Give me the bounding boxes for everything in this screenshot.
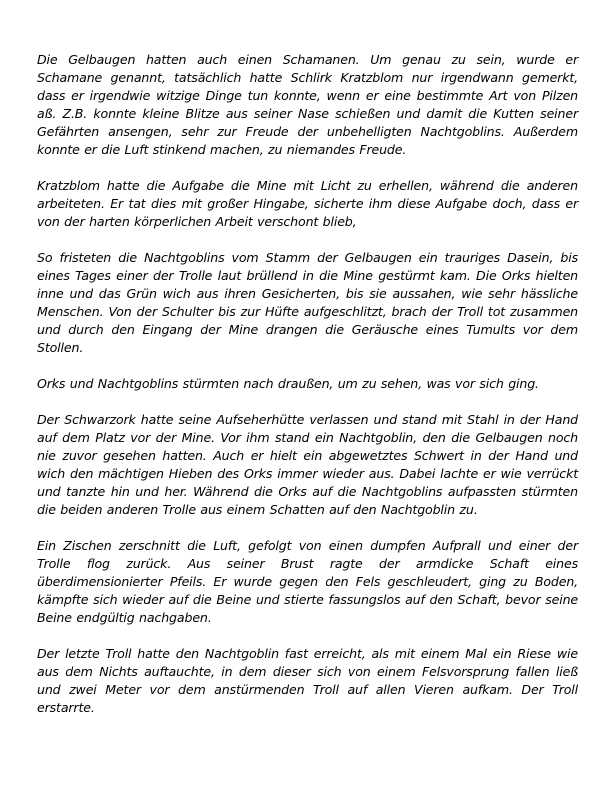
paragraph-3: So fristeten die Nachtgoblins vom Stamm der Gelbaugen ein trauriges Dasein, bis eines Tages einer der Trolle laut brüllend in die Mine gestürmt kam. Die Orks hielten inne und das Grün wich aus ihren Gesicherten, bis sie aussahen, wie sehr hässliche Menschen. Von der Schulter bis zur Hüfte aufgeschlitzt, brach der Troll tot zusammen und durch den Eingang der Mine drangen die Geräusche eines Tumults vor dem Stollen. <box>37 250 578 355</box>
paragraph-2: Kratzblom hatte die Aufgabe die Mine mit Licht zu erhellen, während die anderen arbeiteten. Er tat dies mit großer Hingabe, sicherte ihm diese Aufgabe doch, dass er von der harten körperlichen Arbeit verschont blieb, <box>37 178 578 229</box>
paragraph-4: Orks und Nachtgoblins stürmten nach draußen, um zu sehen, was vor sich ging. <box>37 376 539 391</box>
paragraph-5: Der Schwarzork hatte seine Aufseherhütte verlassen und stand mit Stahl in der Hand auf dem Platz vor der Mine. Vor ihm stand ein Nachtgoblin, den die Gelbaugen noch nie zuvor gesehen hatten. Auch er hielt ein abgewetztes Schwert in der Hand und wich den mächtigen Hieben des Orks immer wieder aus. Dabei lachte er wie verrückt und tanzte hin und her. Während die Orks auf die Nachtgoblins aufpassten stürmten die beiden anderen Trolle aus einem Schatten auf den Nachtgoblin zu. <box>37 412 578 517</box>
paragraph-1: Die Gelbaugen hatten auch einen Schamanen. Um genau zu sein, wurde er Schamane genannt, tatsächlich hatte Schlirk Kratzblom nur irgendwann gemerkt, dass er irgendwie witzige Dinge tun konnte, wenn er eine bestimmte Art von Pilzen aß. Z.B. konnte kleine Blitze aus seiner Nase schießen und damit die Kutten seiner Gefährten ansengen, sehr zur Freude der unbehelligten Nachtgoblins. Außerdem konnte er die Luft stinkend machen, zu niemandes Freude. <box>37 52 578 157</box>
paragraph-7: Der letzte Troll hatte den Nachtgoblin fast erreicht, als mit einem Mal ein Riese wie aus dem Nichts auftauchte, in dem dieser sich von einem Felsvorsprung fallen ließ und zwei Meter vor dem anstürmenden Troll auf allen Vieren aufkam. Der Troll erstarrte. <box>37 646 578 715</box>
paragraph-6: Ein Zischen zerschnitt die Luft, gefolgt von einen dumpfen Aufprall und einer der Trolle flog zurück. Aus seiner Brust ragte der armdicke Schaft eines überdimensionierter Pfeils. Er wurde gegen den Fels geschleudert, ging zu Boden, kämpfte sich wieder auf die Beine und stierte fassungslos auf den Schaft, bevor seine Beine endgültig nachgaben. <box>37 538 578 625</box>
